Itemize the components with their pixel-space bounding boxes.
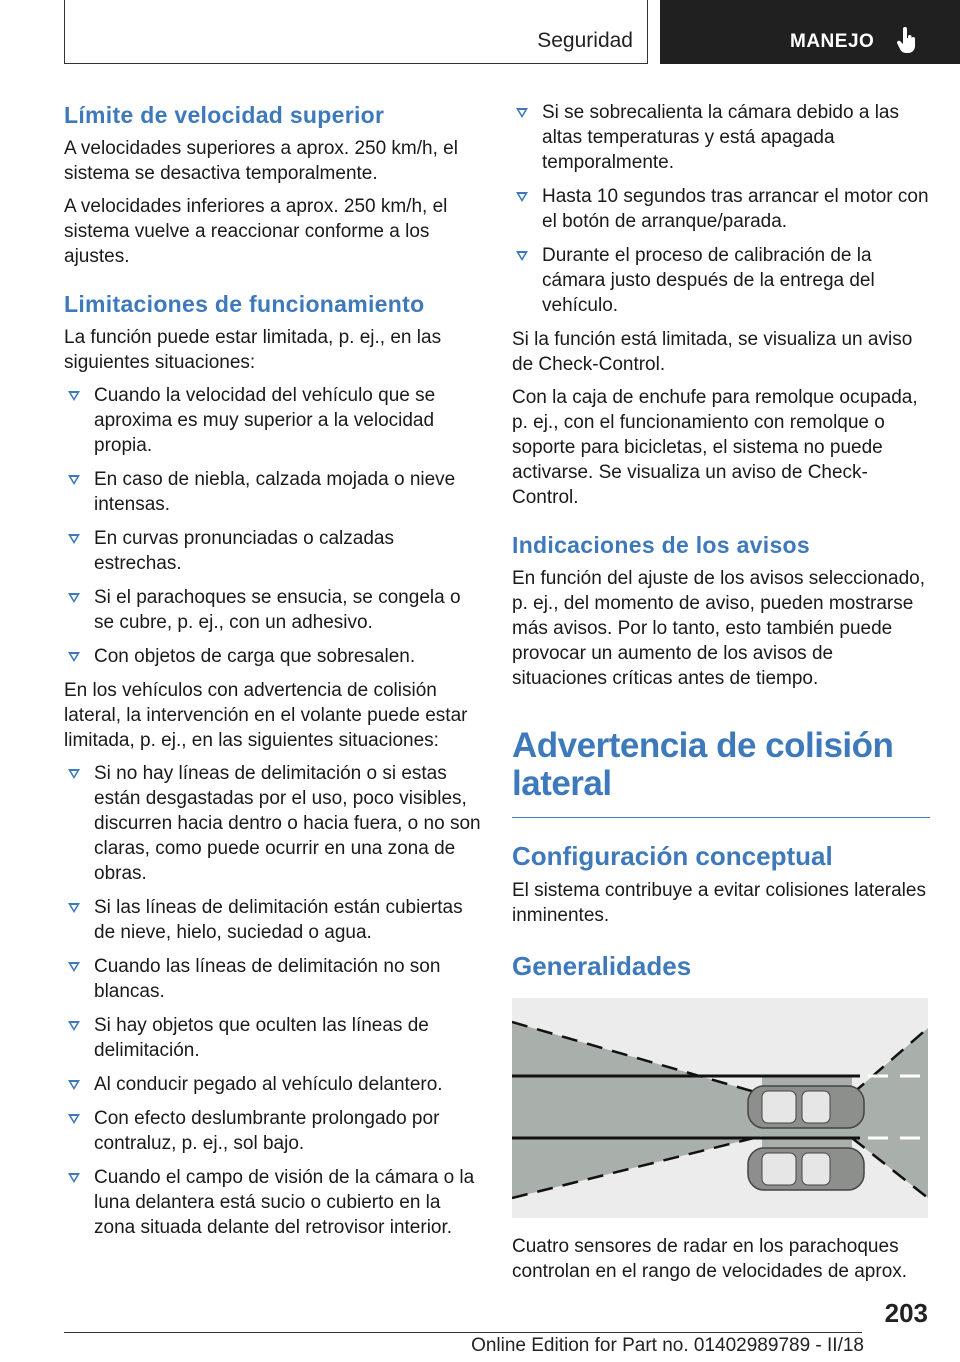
hand-pointer-icon bbox=[896, 27, 918, 53]
paragraph-check-control-1: Si la función está limitada, se visualiza un aviso de Check-Control. bbox=[512, 329, 913, 375]
radar-coverage-illustration bbox=[512, 998, 928, 1218]
footer-edition: Online Edition for Part no. 01402989789 - II/18 bbox=[471, 1335, 864, 1356]
paragraph-speed-2: A velocidades inferiores a aprox. 250 km/h, el sistema vuelve a reaccionar conforme a los ajustes. bbox=[64, 196, 448, 267]
lateral-list bbox=[64, 761, 482, 1240]
bullet-triangle-icon bbox=[68, 769, 80, 779]
limitations-list-continued bbox=[512, 100, 930, 318]
list-item: Si hay objetos que oculten las líneas de delimitación. bbox=[64, 1013, 482, 1063]
paragraph-check-control-2: Con la caja de enchufe para remolque ocupada, p. ej., con el funcionamiento con remolque o soporte para bicicletas, el sistema no puede activarse. Se visualiza un aviso de Check-Control. bbox=[512, 387, 918, 508]
list-item: Cuando el campo de visión de la cámara o la luna delantera está sucio o cubierto en la zona situada delante del retrovisor interior. bbox=[64, 1165, 482, 1240]
paragraph-warnings: En función del ajuste de los avisos seleccionado, p. ej., del momento de aviso, pueden mostrarse más avisos. Por lo tanto, esto también puede provocar un aumento de los avisos de situaciones críticas antes de tiempo. bbox=[512, 568, 925, 689]
list-item: Cuando la velocidad del vehículo que se aproxima es muy superior a la velocidad propia. bbox=[64, 383, 482, 458]
paragraph-limitations: La función puede estar limitada, p. ej., en las siguientes situaciones: bbox=[64, 327, 442, 373]
car-icon bbox=[748, 1086, 864, 1128]
list-item: Si no hay líneas de delimitación o si estas están desgastadas por el uso, poco visibles, discurren hacia dentro o hacia fuera, o no son claras, como puede ocurrir en una zona de obras. bbox=[64, 761, 482, 886]
limitations-list bbox=[64, 383, 482, 669]
bullet-triangle-icon bbox=[516, 251, 528, 261]
chapter-tab-label: MANEJO bbox=[790, 31, 875, 52]
section-tab[interactable] bbox=[64, 0, 648, 64]
bullet-triangle-icon bbox=[68, 652, 80, 662]
list-item: Hasta 10 segundos tras arrancar el motor con el botón de arranque/parada. bbox=[512, 184, 930, 234]
bullet-triangle-icon bbox=[68, 391, 80, 401]
section-tab-label: Seguridad bbox=[537, 29, 633, 52]
bullet-triangle-icon bbox=[68, 1021, 80, 1031]
heading-concept: Configuración conceptual bbox=[512, 841, 833, 871]
list-item: Si las líneas de delimitación están cubiertas de nieve, hielo, suciedad o agua. bbox=[64, 895, 482, 945]
list-item: En curvas pronunciadas o calzadas estrechas. bbox=[64, 526, 482, 576]
bullet-triangle-icon bbox=[516, 108, 528, 118]
bullet-triangle-icon bbox=[68, 1114, 80, 1124]
list-item: Durante el proceso de calibración de la cámara justo después de la entrega del vehículo. bbox=[512, 243, 930, 318]
list-item: Si se sobrecalienta la cámara debido a las altas temperaturas y está apagada temporalmente. bbox=[512, 100, 930, 175]
chapter-title: Advertencia de colisión lateral bbox=[512, 727, 930, 818]
paragraph-concept: El sistema contribuye a evitar colisiones laterales inminentes. bbox=[512, 880, 926, 926]
heading-warnings: Indicaciones de los avisos bbox=[512, 532, 810, 558]
radar-diagram-svg bbox=[512, 998, 928, 1218]
list-item: En caso de niebla, calzada mojada o nieve intensas. bbox=[64, 467, 482, 517]
list-item: Con efecto deslumbrante prolongado por contraluz, p. ej., sol bajo. bbox=[64, 1106, 482, 1156]
left-column bbox=[64, 100, 482, 1249]
bullet-triangle-icon bbox=[68, 962, 80, 972]
list-item: Al conducir pegado al vehículo delantero. bbox=[64, 1072, 482, 1097]
right-column bbox=[512, 100, 930, 1292]
chapter-tab[interactable] bbox=[660, 0, 960, 64]
car-icon bbox=[748, 1148, 864, 1190]
bullet-triangle-icon bbox=[68, 593, 80, 603]
list-item: Con objetos de carga que sobresalen. bbox=[64, 644, 482, 669]
footer-divider bbox=[64, 1332, 862, 1333]
page-number: 203 bbox=[884, 1298, 928, 1328]
list-item: Cuando las líneas de delimitación no son blancas. bbox=[64, 954, 482, 1004]
paragraph-radar: Cuatro sensores de radar en los parachoques controlan en el rango de velocidades de aprox. bbox=[512, 1236, 908, 1282]
bullet-triangle-icon bbox=[68, 903, 80, 913]
bullet-triangle-icon bbox=[68, 1173, 80, 1183]
list-item: Si el parachoques se ensucia, se congela o se cubre, p. ej., con un adhesivo. bbox=[64, 585, 482, 635]
bullet-triangle-icon bbox=[68, 475, 80, 485]
bullet-triangle-icon bbox=[68, 534, 80, 544]
bullet-triangle-icon bbox=[68, 1080, 80, 1090]
bullet-triangle-icon bbox=[516, 192, 528, 202]
paragraph-speed-1: A velocidades superiores a aprox. 250 km/h, el sistema se desactiva temporalmente. bbox=[64, 138, 458, 184]
heading-limitations: Limitaciones de funcionamiento bbox=[64, 291, 425, 317]
paragraph-lateral: En los vehículos con advertencia de colisión lateral, la intervención en el volante puede estar limitada, p. ej., en las siguientes situaciones: bbox=[64, 680, 468, 751]
heading-speed-limit: Límite de velocidad superior bbox=[64, 102, 385, 128]
heading-general: Generalidades bbox=[512, 951, 692, 981]
